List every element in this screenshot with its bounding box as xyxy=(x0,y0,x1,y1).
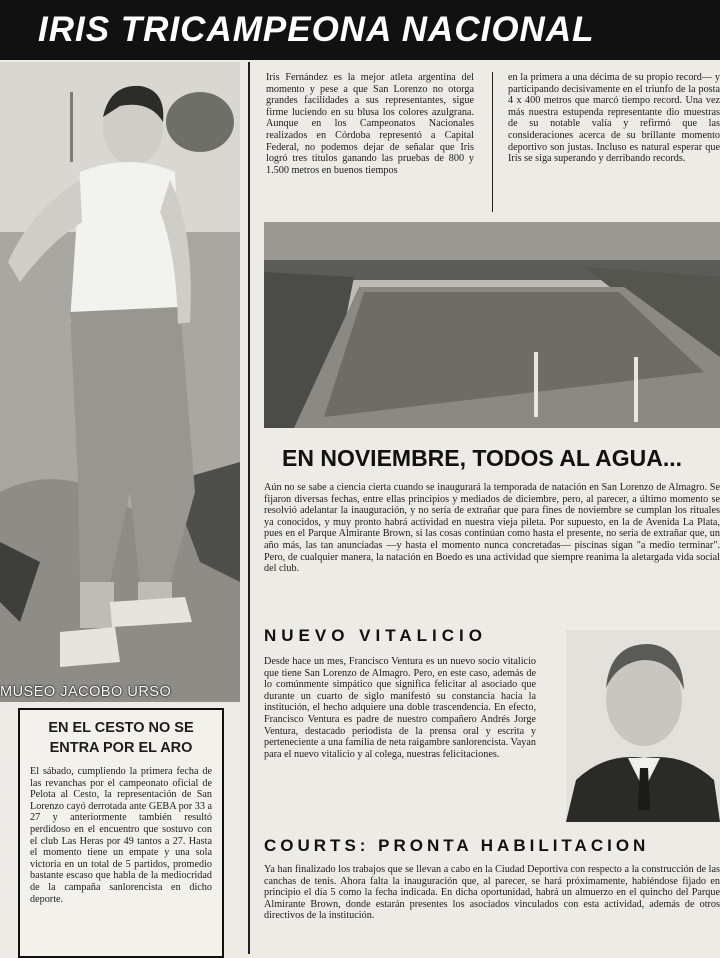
column-divider xyxy=(248,62,250,954)
vitalicio-body: Desde hace un mes, Francisco Ventura es un nuevo socio vitalicio que tiene San Lorenzo de Almagro. Pero, en este caso, además de lo comúnmente simpático que significa felicitar al asociado que durante un cuarto de siglo manifestó su constancia hacia la institución, el hecho adquiere una doble trascendencia. En efecto, Francisco Ventura es padre de nuestro compañero Andrés Jorge Ventura, destacado periodista de la prensa oral y escrita y perteneciente a una familia de neta raigambre sanlorencista. Vayan para el nuevo vitalicio y al colega, nuestras felicitaciones. xyxy=(264,656,536,760)
intro-column-1: Iris Fernández es la mejor atleta argentina del momento y pese a que San Lorenzo no otorga grandes facilidades a sus representantes, sigue firme luciendo en su blusa los colores azulgrana. Aunque en los Campeonatos Nacionales realizados en Córdoba representó a Capital Federal, no podemos dejar de señalar que Iris logró tres títulos ganando las pruebas de 800 y 1.500 metros en buenos tiempos xyxy=(266,72,474,176)
cesto-body: El sábado, cumpliendo la primera fecha de las revanchas por el campeonato oficial de Pelota al Cesto, la representación de San Lorenzo cayó derrotada ante GEBA por 33 a 27 y anteriormente también resultó perdidoso en el encuentro que sostuvo con el club Las Heras por 49 tantos a 27. Hasta el momento tiene un empate y una sola victoria en un total de 5 partidos, promedio bastante escaso que habla de la mediocridad de la campaña sanlorencista en dicho deporte. xyxy=(30,766,212,905)
portrait-photo xyxy=(566,630,720,822)
pool-photo xyxy=(264,222,720,428)
vitalicio-headline: NUEVO VITALICIO xyxy=(264,626,487,645)
column-divider xyxy=(492,72,493,212)
intro-column-2: en la primera a una décima de su propio record— y participando decisivamente en el triunfo de la posta 4 x 400 metros que marcó tiempo record. Una vez más nuestra estupenda representante dio muestras de su notable valía y refirmó que las consideraciones acerca de su brillante momento deportivo son justas. Incluso es natural esperar que Iris se siga superando y derribando records. xyxy=(508,72,720,165)
noviembre-headline: EN NOVIEMBRE, TODOS AL AGUA... xyxy=(282,445,682,471)
page-banner-title: IRIS TRICAMPEONA NACIONAL xyxy=(0,0,720,60)
noviembre-body: Aún no se sabe a ciencia cierta cuando se inaugurará la temporada de natación en San Lorenzo de Almagro. Se fijaron diversas fechas, entre ellas principios y mediados de diciembre, pero, al parecer, a último momento se resolvió adelantar la inauguración, y no sería de extrañar que para fines de noviembre se cumplan los rituales ya conocidos, y muy pronto habrá actividad en nuestra vieja pileta. Por supuesto, en la de Avenida La Plata, pues en el Parque Almirante Brown, si las cosas continúan como hasta el presente, no sería de extrañar que, un año más, las tan anunciadas —y hasta el momento nunca concretadas— piscinas sigan "a medio terminar". Pero, de cualquier manera, la natación en Boedo es una actividad que siempre reanima la aletargada vida social del club. xyxy=(264,482,720,575)
courts-headline: COURTS: PRONTA HABILITACION xyxy=(264,836,650,855)
athlete-photo xyxy=(0,62,240,702)
museum-watermark: MUSEO JACOBO URSO xyxy=(0,684,172,700)
cesto-headline: EN EL CESTO NO SE ENTRA POR EL ARO xyxy=(48,720,194,756)
courts-body: Ya han finalizado los trabajos que se llevan a cabo en la Ciudad Deportiva con respecto a la construcción de las canchas de tenis. Ahora falta la inauguración que, al parecer, se hará próximamente, habiéndose fijado en principio el día 5 como la fecha indicada. En dicha oportunidad, habrá un almuerzo en el quincho del Parque Almirante Brown, donde estarán presentes los asociados vinculados con esta actividad, además de otros directivos de la institución. xyxy=(264,864,720,922)
cesto-box xyxy=(18,708,224,958)
